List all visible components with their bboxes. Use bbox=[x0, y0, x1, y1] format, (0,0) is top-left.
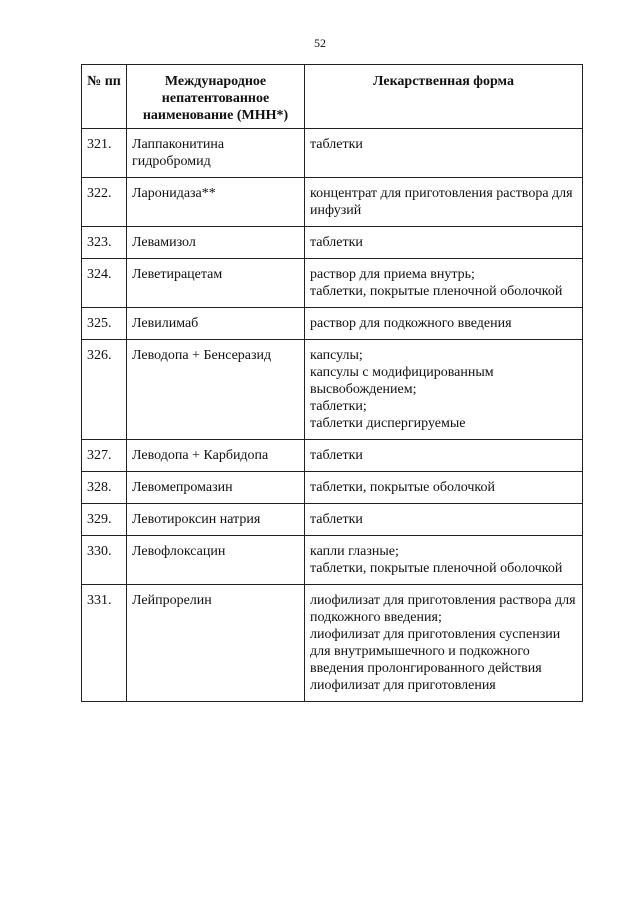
row-number: 323. bbox=[82, 227, 127, 259]
dosage-form: раствор для приема внутрь; таблетки, покрытые пленочной оболочкой bbox=[305, 259, 583, 308]
row-number: 321. bbox=[82, 129, 127, 178]
drug-table bbox=[81, 64, 583, 702]
row-number: 327. bbox=[82, 440, 127, 472]
header-dosage-form: Лекарственная форма bbox=[305, 65, 583, 129]
dosage-form: таблетки bbox=[305, 504, 583, 536]
dosage-form: капсулы; капсулы с модифицированным высвобождением; таблетки; таблетки диспергируемые bbox=[305, 340, 583, 440]
drug-name: Левотироксин натрия bbox=[127, 504, 305, 536]
row-number: 330. bbox=[82, 536, 127, 585]
dosage-form: раствор для подкожного введения bbox=[305, 308, 583, 340]
page-number: 52 bbox=[314, 36, 326, 50]
drug-name: Леводопа + Бенсеразид bbox=[127, 340, 305, 440]
dosage-form: таблетки bbox=[305, 227, 583, 259]
dosage-form: концентрат для приготовления раствора для инфузий bbox=[305, 178, 583, 227]
dosage-form: таблетки bbox=[305, 440, 583, 472]
table-row bbox=[82, 227, 583, 259]
table-row bbox=[82, 308, 583, 340]
header-number: № пп bbox=[82, 65, 127, 129]
table-row bbox=[82, 259, 583, 308]
drug-name: Ларонидаза** bbox=[127, 178, 305, 227]
row-number: 331. bbox=[82, 585, 127, 702]
drug-name: Левофлоксацин bbox=[127, 536, 305, 585]
dosage-form: таблетки bbox=[305, 129, 583, 178]
table-header-row bbox=[82, 65, 583, 129]
table-row bbox=[82, 585, 583, 702]
row-number: 325. bbox=[82, 308, 127, 340]
table-row bbox=[82, 536, 583, 585]
table-row bbox=[82, 472, 583, 504]
row-number: 326. bbox=[82, 340, 127, 440]
drug-name: Лейпрорелин bbox=[127, 585, 305, 702]
drug-name: Левилимаб bbox=[127, 308, 305, 340]
dosage-form: капли глазные; таблетки, покрытые пленочной оболочкой bbox=[305, 536, 583, 585]
row-number: 324. bbox=[82, 259, 127, 308]
drug-name: Лаппаконитина гидробромид bbox=[127, 129, 305, 178]
table-row bbox=[82, 178, 583, 227]
dosage-form: лиофилизат для приготовления раствора для подкожного введения; лиофилизат для приготовления суспензии для внутримышечного и подкожного введения пролонгированного действия лиофилизат для приготовления bbox=[305, 585, 583, 702]
drug-name: Левомепромазин bbox=[127, 472, 305, 504]
table-row bbox=[82, 440, 583, 472]
row-number: 322. bbox=[82, 178, 127, 227]
table-row bbox=[82, 340, 583, 440]
row-number: 329. bbox=[82, 504, 127, 536]
header-inn: Международное непатентованное наименование (МНН*) bbox=[127, 65, 305, 129]
dosage-form: таблетки, покрытые оболочкой bbox=[305, 472, 583, 504]
drug-name: Леветирацетам bbox=[127, 259, 305, 308]
table-row bbox=[82, 129, 583, 178]
drug-name: Леводопа + Карбидопа bbox=[127, 440, 305, 472]
row-number: 328. bbox=[82, 472, 127, 504]
drug-name: Левамизол bbox=[127, 227, 305, 259]
table-row bbox=[82, 504, 583, 536]
